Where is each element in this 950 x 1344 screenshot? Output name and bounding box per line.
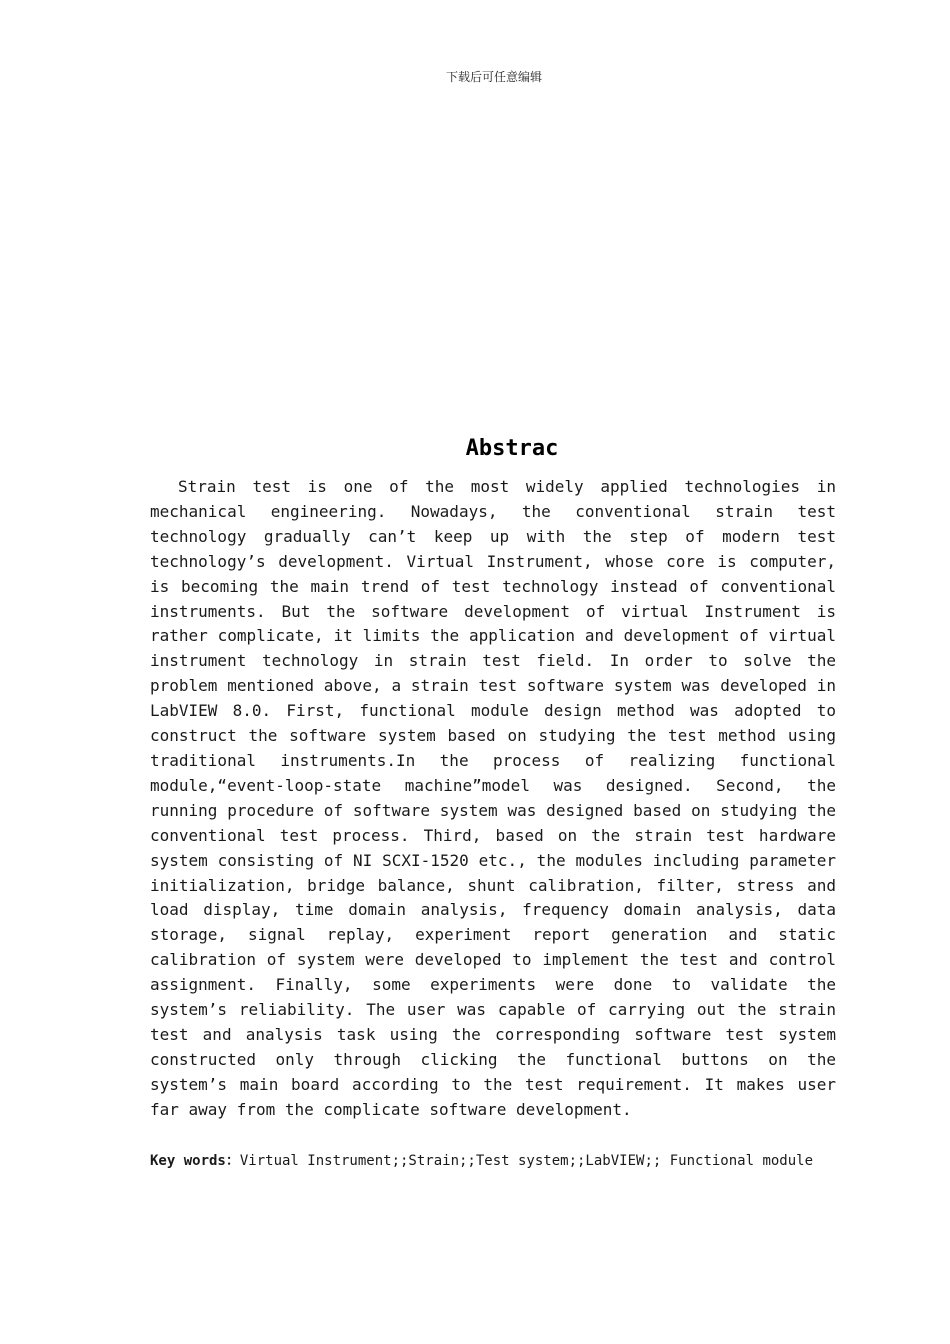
abstract-title: Abstrac: [465, 436, 559, 461]
header-note: 下载后可任意编辑: [445, 70, 542, 84]
keywords-label: Key words：: [150, 1153, 240, 1169]
keywords-line: [150, 1150, 850, 1170]
keywords-text: Virtual Instrument;;Strain;;Test system;;LabVIEW;; Functional module: [239, 1153, 814, 1169]
abstract-body: Strain test is one of the most widely applied technologies in mechanical engineering. Nowadays, the conventional strain test technology gradually can’t keep up with the step of modern test technology’s development. Virtual Instrument, whose core is computer, is becoming the main trend of test technology instead of conventional instruments. But the software development of virtual Instrument is rather complicate, it limits the application and development of virtual instrument technology in strain test field. In order to solve the problem mentioned above, a strain test software system was developed in LabVIEW 8.0. First, functional module design method was adopted to construct the software system based on studying the test method using traditional instruments.In the process of realizing functional module,“event-loop-state machine”model was designed. Second, the running procedure of software system was designed based on studying the conventional test process. Third, based on the strain test hardware system consisting of NI SCXI-1520 etc., the modules including parameter initialization, bridge balance, shunt calibration, filter, stress and load display, time domain analysis, frequency domain analysis, data storage, signal replay, experiment report generation and static calibration of system were developed to implement the test and control assignment. Finally, some experiments were done to validate the system’s reliability. The user was capable of carrying out the strain test and analysis task using the corresponding software test system constructed only through clicking the functional buttons on the system’s main board according to the test requirement. It makes user far away from the complicate software development.: [150, 477, 836, 1119]
